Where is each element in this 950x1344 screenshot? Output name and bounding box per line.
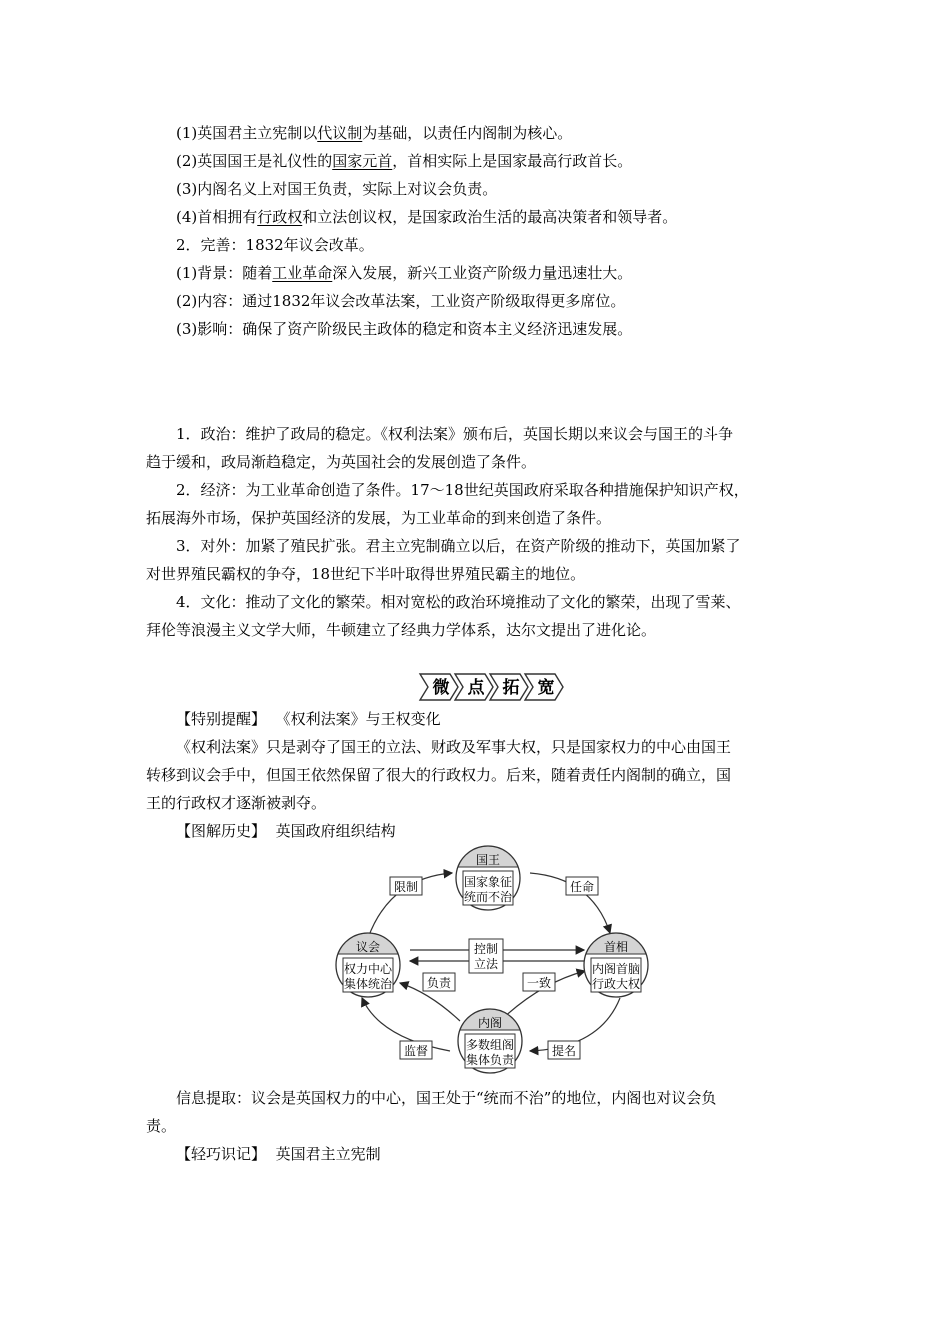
special-heading: 【特别提醒】 《权利法案》与王权变化 bbox=[176, 710, 441, 728]
edge-label: 负责 bbox=[426, 976, 452, 990]
banner-char: 微 bbox=[432, 678, 450, 698]
node-text: 集体负责 bbox=[465, 1053, 515, 1067]
section-banner bbox=[418, 672, 568, 702]
node-head: 国王 bbox=[475, 853, 501, 867]
node-text: 权力中心 bbox=[343, 962, 393, 976]
edge-label: 监督 bbox=[403, 1044, 429, 1058]
paragraph: 责。 bbox=[146, 1117, 177, 1135]
paragraph: 趋于缓和，政局渐趋稳定，为英国社会的发展创造了条件。 bbox=[146, 453, 537, 471]
paragraph: (2)内容：通过1832年议会改革法案，工业资产阶级取得更多席位。 bbox=[176, 292, 626, 310]
paragraph: 王的行政权才逐渐被剥夺。 bbox=[146, 794, 327, 812]
banner-char: 点 bbox=[467, 678, 485, 698]
node-text: 多数组阁 bbox=[465, 1038, 515, 1052]
paragraph: 《权利法案》只是剥夺了国王的立法、财政及军事大权，只是国家权力的中心由国王 bbox=[176, 738, 732, 756]
paragraph: 信息提取：议会是英国权力的中心，国王处于“统而不治”的地位，内阁也对议会负 bbox=[176, 1089, 717, 1107]
paragraph: (1)英国君主立宪制以代议制为基础，以责任内阁制为核心。 bbox=[176, 124, 573, 142]
paragraph: 2．完善：1832年议会改革。 bbox=[176, 236, 374, 254]
paragraph: 转移到议会手中，但国王依然保留了很大的行政权力。后来，随着责任内阁制的确立，国 bbox=[146, 766, 732, 784]
edge-label: 一致 bbox=[526, 976, 552, 990]
node-head: 内阁 bbox=[477, 1016, 503, 1030]
illustration-heading: 【图解历史】 英国政府组织结构 bbox=[176, 822, 396, 840]
paragraph: 2．经济：为工业革命创造了条件。17～18世纪英国政府采取各种措施保护知识产权， bbox=[176, 481, 749, 499]
edge-label: 限制 bbox=[393, 880, 419, 894]
memo-heading: 【轻巧识记】 英国君主立宪制 bbox=[176, 1145, 381, 1163]
node-text: 内阁首脑 bbox=[591, 962, 641, 976]
banner-char: 宽 bbox=[537, 678, 555, 698]
node-text: 国家象征 bbox=[463, 875, 513, 889]
node-text: 统而不治 bbox=[463, 890, 513, 904]
node-head: 首相 bbox=[603, 940, 629, 954]
paragraph: (3)内阁名义上对国王负责，实际上对议会负责。 bbox=[176, 180, 498, 198]
paragraph: 4．文化：推动了文化的繁荣。相对宽松的政治环境推动了文化的繁荣，出现了雪莱、 bbox=[176, 593, 741, 611]
paragraph: 拜伦等浪漫主义文学大师，牛顿建立了经典力学体系，达尔文提出了进化论。 bbox=[146, 621, 657, 639]
banner-char: 拓 bbox=[502, 678, 520, 698]
edge-label: 立法 bbox=[473, 957, 499, 971]
paragraph: 对世界殖民霸权的争夺，18世纪下半叶取得世界殖民霸主的地位。 bbox=[146, 565, 586, 583]
edge-label: 提名 bbox=[551, 1044, 577, 1058]
paragraph: 拓展海外市场，保护英国经济的发展，为工业革命的到来创造了条件。 bbox=[146, 509, 612, 527]
paragraph: (1)背景：随着工业革命深入发展，新兴工业资产阶级力量迅速壮大。 bbox=[176, 264, 633, 282]
edge-label: 任命 bbox=[569, 880, 595, 894]
node-text: 集体统治 bbox=[343, 977, 393, 991]
edge-label: 控制 bbox=[473, 942, 499, 956]
node-text: 行政大权 bbox=[591, 977, 641, 991]
paragraph: (4)首相拥有行政权和立法创议权，是国家政治生活的最高决策者和领导者。 bbox=[176, 208, 678, 226]
node-head: 议会 bbox=[355, 940, 381, 954]
paragraph: 3．对外：加紧了殖民扩张。君主立宪制确立以后，在资产阶级的推动下，英国加紧了 bbox=[176, 537, 741, 555]
paragraph: 1．政治：维护了政局的稳定。《权利法案》颁布后，英国长期以来议会与国王的斗争 bbox=[176, 425, 734, 443]
government-structure-diagram bbox=[330, 843, 650, 1083]
paragraph: (2)英国国王是礼仪性的国家元首，首相实际上是国家最高行政首长。 bbox=[176, 152, 633, 170]
paragraph: (3)影响：确保了资产阶级民主政体的稳定和资本主义经济迅速发展。 bbox=[176, 320, 633, 338]
